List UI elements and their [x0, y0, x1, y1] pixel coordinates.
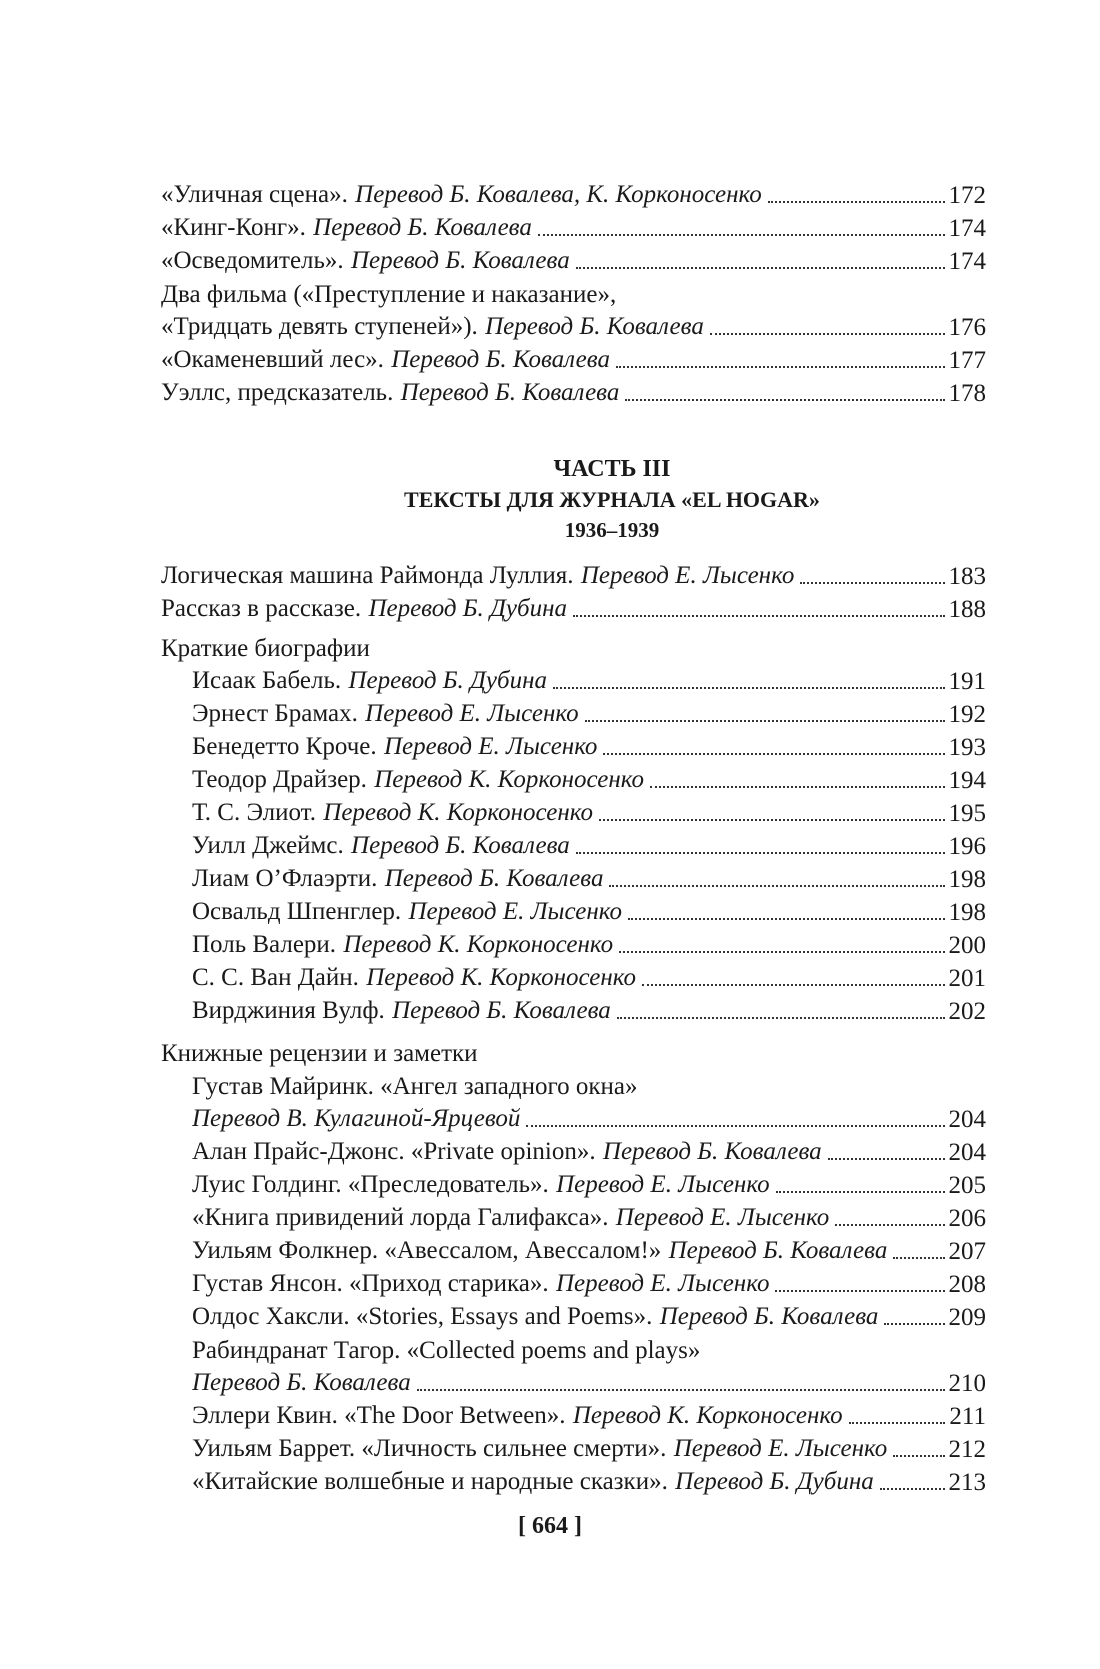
entry-translator: Перевод Б. Ковалева — [391, 346, 610, 373]
entry-translator: Перевод Б. Ковалева, К. Корконосенко — [355, 181, 762, 208]
toc-entry — [161, 698, 986, 731]
dot-leader — [710, 333, 945, 335]
toc-entry — [161, 245, 986, 278]
entry-title: «Кинг-Конг». — [161, 214, 306, 241]
toc-top-list — [161, 179, 986, 410]
toc-entry — [161, 1433, 986, 1466]
page-number: [ 664 ] — [518, 1513, 582, 1539]
entry-translator: Перевод Е. Лысенко — [580, 562, 795, 589]
dot-leader — [553, 687, 945, 689]
section-years: 1936–1939 — [564, 518, 660, 542]
entry-translator: Перевод Б. Дубина — [368, 595, 567, 622]
entry-page: 174 — [948, 248, 986, 275]
entry-translator: Перевод Б. Ковалева — [313, 214, 532, 241]
entry-title: «Тридцать девять ступеней»). — [161, 313, 478, 340]
dot-leader — [599, 819, 944, 821]
entry-translator: Перевод Е. Лысенко — [555, 1270, 770, 1297]
entry-translator: Перевод Б. Ковалева — [485, 313, 704, 340]
entry-title: Бенедетто Кроче. — [192, 733, 377, 760]
entry-translator: Перевод Б. Ковалева — [659, 1303, 879, 1330]
dot-leader — [642, 984, 945, 986]
entry-page: 183 — [948, 563, 986, 590]
entry-page: 211 — [949, 1403, 986, 1430]
entry-translator: Перевод Е. Лысенко — [383, 733, 598, 760]
entry-translator: Перевод Е. Лысенко — [673, 1435, 888, 1462]
bios-heading: Краткие биографии — [161, 635, 370, 662]
entry-title: Рассказ в рассказе. — [161, 595, 362, 622]
toc-reviews-list — [161, 1037, 986, 1499]
toc-entry — [161, 344, 986, 377]
toc-entry — [161, 929, 986, 962]
entry-translator: Перевод К. Корконосенко — [374, 766, 644, 793]
entry-page: 177 — [948, 347, 986, 374]
dot-leader — [800, 582, 944, 584]
toc-entry — [161, 1202, 986, 1235]
entry-title: Логическая машина Раймонда Луллия. — [161, 562, 574, 589]
toc-entry — [161, 1466, 986, 1499]
entry-title: Поль Валери. — [192, 931, 337, 958]
entry-translator: Перевод Б. Дубина — [348, 667, 547, 694]
toc-entry — [161, 731, 986, 764]
toc-entry — [161, 764, 986, 797]
entry-page: 192 — [948, 701, 986, 728]
dot-leader — [775, 1290, 944, 1292]
dot-leader — [776, 1191, 945, 1193]
entry-title: Исаак Бабель. — [192, 667, 342, 694]
entry-title: Луис Голдинг. «Преследователь». — [192, 1171, 549, 1198]
dot-leader — [880, 1488, 945, 1490]
dot-leader — [616, 366, 945, 368]
dot-leader — [617, 1017, 945, 1019]
entry-page: 209 — [948, 1304, 986, 1331]
entry-title: Густав Янсон. «Приход старика». — [192, 1270, 549, 1297]
entry-page: 172 — [948, 182, 986, 209]
dot-leader — [650, 786, 945, 788]
entry-page: 206 — [948, 1205, 986, 1232]
entry-title: С. С. Ван Дайн. — [192, 964, 359, 991]
entry-title: Лиам О’Флаэрти. — [192, 865, 378, 892]
entry-page: 207 — [948, 1238, 986, 1265]
section-part-heading: ЧАСТЬ III — [553, 456, 671, 482]
entry-title: Освальд Шпенглер. — [192, 898, 402, 925]
entry-page: 198 — [948, 899, 986, 926]
dot-leader — [417, 1389, 945, 1391]
toc-entry — [161, 1169, 986, 1202]
dot-leader — [538, 234, 945, 236]
dot-leader — [849, 1422, 946, 1424]
entry-first-line: Густав Майринк. «Ангел западного окна» — [192, 1073, 638, 1100]
dot-leader — [619, 951, 944, 953]
entry-page: 198 — [948, 866, 986, 893]
dot-leader — [576, 852, 945, 854]
entry-translator: Перевод Б. Ковалева — [384, 865, 604, 892]
entry-title: Т. С. Элиот. — [192, 799, 316, 826]
dot-leader — [768, 201, 945, 203]
toc-entry — [161, 179, 986, 212]
entry-page: 208 — [948, 1271, 986, 1298]
toc-entry — [161, 212, 986, 245]
entry-page: 204 — [948, 1106, 986, 1133]
toc-entry — [161, 311, 986, 344]
dot-leader — [603, 753, 944, 755]
entry-title: Вирджиния Вулф. — [192, 997, 385, 1024]
entry-page: 210 — [948, 1370, 986, 1397]
entry-translator: Перевод Б. Ковалева — [192, 1369, 411, 1396]
entry-page: 196 — [948, 833, 986, 860]
entry-translator: Перевод Б. Ковалева — [602, 1138, 822, 1165]
entry-title: «Уличная сцена». — [161, 181, 348, 208]
entry-page: 193 — [948, 734, 986, 761]
entry-title: Эрнест Брамах. — [192, 700, 358, 727]
entry-page: 205 — [948, 1172, 986, 1199]
entry-title: Уилл Джеймс. — [192, 832, 344, 859]
reviews-heading: Книжные рецензии и заметки — [161, 1040, 478, 1067]
entry-page: 212 — [948, 1436, 986, 1463]
toc-entry — [161, 1136, 986, 1169]
entry-translator: Перевод Б. Дубина — [675, 1468, 874, 1495]
toc-entry — [161, 1400, 986, 1433]
toc-entry — [161, 830, 986, 863]
dot-leader — [835, 1224, 944, 1226]
toc-entry — [161, 995, 986, 1028]
dot-leader — [576, 267, 945, 269]
entry-page: 178 — [948, 380, 986, 407]
dot-leader — [585, 720, 945, 722]
toc-entry — [161, 665, 986, 698]
entry-translator: Перевод К. Корконосенко — [323, 799, 594, 826]
toc-entry — [161, 593, 986, 626]
dot-leader — [573, 615, 945, 617]
dot-leader — [628, 918, 945, 920]
entry-page: 194 — [948, 767, 986, 794]
entry-title: «Книга привидений лорда Галифакса». — [192, 1204, 609, 1231]
entry-page: 201 — [948, 965, 986, 992]
toc-entry — [161, 1268, 986, 1301]
toc-entry — [161, 1235, 986, 1268]
toc-entry — [161, 1103, 986, 1136]
entry-translator: Перевод Б. Ковалева — [668, 1237, 888, 1264]
entry-page: 204 — [948, 1139, 986, 1166]
toc-entry — [161, 863, 986, 896]
entry-page: 188 — [948, 596, 986, 623]
entry-translator: Перевод К. Корконосенко — [366, 964, 636, 991]
dot-leader — [884, 1323, 944, 1325]
entry-title: Алан Прайс-Джонс. «Private opinion». — [192, 1138, 596, 1165]
entry-translator: Перевод Б. Ковалева — [400, 379, 620, 406]
entry-first-line: Рабиндранат Тагор. «Collected poems and plays» — [192, 1337, 701, 1364]
entry-page: 213 — [948, 1469, 986, 1496]
entry-translator: Перевод Е. Лысенко — [615, 1204, 830, 1231]
entry-title: Эллери Квин. «The Door Between». — [192, 1402, 566, 1429]
entry-title: «Осведомитель». — [161, 247, 344, 274]
toc-entry — [161, 797, 986, 830]
entry-page: 176 — [948, 314, 986, 341]
entry-page: 174 — [948, 215, 986, 242]
entry-title: Уильям Фолкнер. «Авессалом, Авессалом!» — [192, 1237, 662, 1264]
entry-title: «Китайские волшебные и народные сказки». — [192, 1468, 668, 1495]
toc-entry — [161, 1301, 986, 1334]
toc-entry — [161, 1367, 986, 1400]
entry-page: 200 — [948, 932, 986, 959]
entry-title: «Окаменевший лес». — [161, 346, 384, 373]
toc-entry — [161, 377, 986, 410]
entry-translator: Перевод Б. Ковалева — [392, 997, 611, 1024]
toc-entry — [161, 896, 986, 929]
entry-translator: Перевод К. Корконосенко — [572, 1402, 843, 1429]
entry-first-line: Два фильма («Преступление и наказание», — [161, 281, 617, 308]
dot-leader — [609, 885, 944, 887]
entry-translator: Перевод Б. Ковалева — [351, 832, 570, 859]
entry-page: 195 — [948, 800, 986, 827]
entry-translator: Перевод К. Корконосенко — [343, 931, 614, 958]
dot-leader — [828, 1158, 945, 1160]
toc-part3-list — [161, 560, 986, 626]
entry-page: 202 — [948, 998, 986, 1025]
entry-title: Уэллс, предсказатель. — [161, 379, 394, 406]
dot-leader — [893, 1257, 944, 1259]
section-title: ТЕКСТЫ ДЛЯ ЖУРНАЛА «EL HOGAR» — [404, 487, 820, 512]
entry-page: 191 — [948, 668, 986, 695]
toc-bios-list — [161, 632, 986, 1028]
entry-title: Уильям Баррет. «Личность сильнее смерти». — [192, 1435, 667, 1462]
toc-entry — [161, 962, 986, 995]
toc-entry — [161, 560, 986, 593]
dot-leader — [526, 1125, 944, 1127]
entry-title: Теодор Драйзер. — [192, 766, 367, 793]
entry-translator: Перевод В. Кулагиной-Ярцевой — [192, 1105, 521, 1132]
entry-translator: Перевод Е. Лысенко — [556, 1171, 770, 1198]
entry-title: Олдос Хаксли. «Stories, Essays and Poems». — [192, 1303, 653, 1330]
entry-translator: Перевод Е. Лысенко — [365, 700, 579, 727]
dot-leader — [625, 399, 944, 401]
dot-leader — [893, 1455, 944, 1457]
entry-translator: Перевод Б. Ковалева — [350, 247, 570, 274]
entry-translator: Перевод Е. Лысенко — [408, 898, 622, 925]
